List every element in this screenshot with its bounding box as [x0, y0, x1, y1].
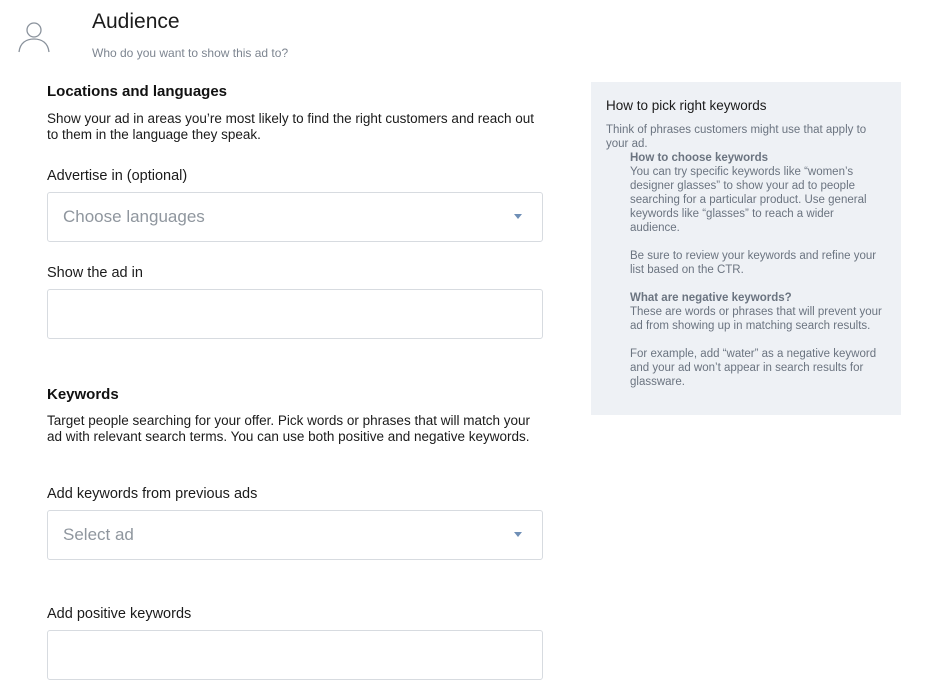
keywords-section-description: Target people searching for your offer. Pick words or phrases that will match your ad with relevant search terms. You can use both positive and negative keywords.	[47, 413, 530, 444]
show-ad-in-label: Show the ad in	[47, 265, 143, 281]
keywords-section-title: Keywords	[47, 386, 119, 403]
help-choose-text: You can try specific keywords like “women’s designer glasses” to show your ad to people searching for a particular product. Use general keywords like “glasses” to reach a wider audience.	[630, 166, 867, 234]
chevron-down-icon[interactable]	[514, 532, 522, 537]
positive-keywords-input[interactable]	[47, 630, 543, 680]
help-negative-heading: What are negative keywords?	[630, 292, 792, 304]
help-choose-block	[630, 151, 886, 235]
help-example-text: For example, add “water” as a negative keyword and your ad won’t appear in search results for glassware.	[630, 348, 877, 388]
help-intro: Think of phrases customers might use that apply to your ad.	[606, 124, 867, 150]
user-icon	[16, 18, 52, 54]
previous-ads-label: Add keywords from previous ads	[47, 486, 258, 502]
page-header	[0, 0, 936, 70]
help-negative-text: These are words or phrases that will prevent your ad from showing up in matching search results.	[630, 306, 882, 332]
previous-ad-select[interactable]	[47, 510, 543, 560]
keyword-help-panel	[591, 82, 901, 415]
help-choose-heading: How to choose keywords	[630, 152, 769, 164]
show-ad-in-input[interactable]	[47, 289, 543, 339]
language-select[interactable]	[47, 192, 543, 242]
chevron-down-icon[interactable]	[514, 214, 522, 219]
help-body	[630, 151, 886, 403]
help-title: How to pick right keywords	[606, 98, 767, 113]
locations-section-title: Locations and languages	[47, 83, 228, 100]
previous-ad-select-placeholder: Select ad	[63, 525, 134, 544]
help-negative-block	[630, 291, 886, 333]
page-subtitle: Who do you want to show this ad to?	[92, 46, 289, 60]
positive-keywords-label: Add positive keywords	[47, 606, 192, 622]
locations-section-description: Show your ad in areas you’re most likely to find the right customers and reach out to them in the language they speak.	[47, 111, 534, 142]
advertise-in-label: Advertise in (optional)	[47, 168, 188, 184]
language-select-placeholder: Choose languages	[63, 207, 205, 226]
page-title: Audience	[92, 10, 180, 33]
help-review-text: Be sure to review your keywords and refine your list based on the CTR.	[630, 250, 877, 276]
